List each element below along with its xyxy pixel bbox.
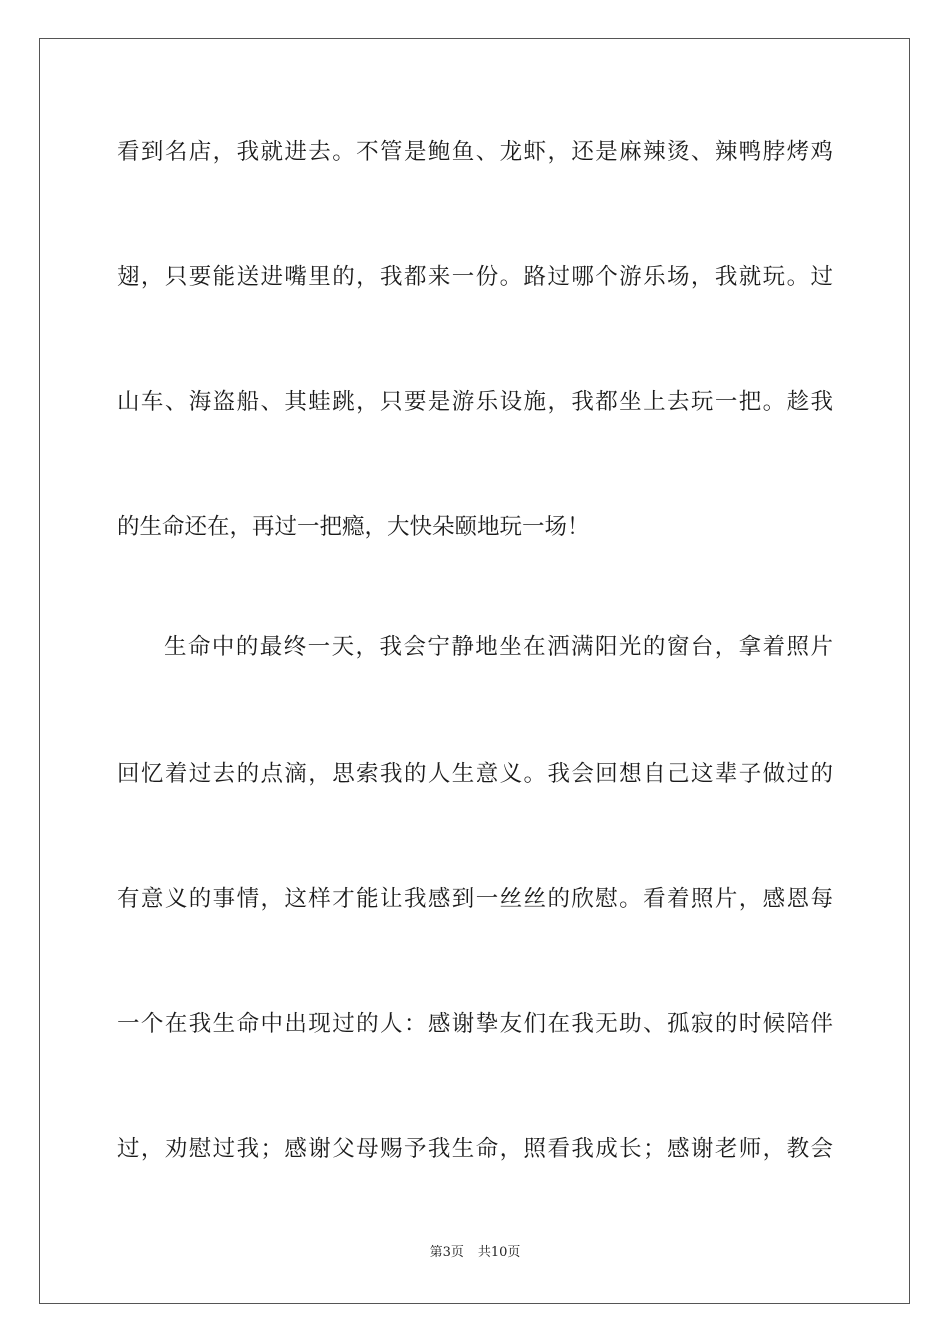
body-text-line-3: 山车、海盗船、其蛙跳，只要是游乐设施，我都坐上去玩一把。趁我 [117,389,833,415]
body-text-line-6: 回忆着过去的点滴，思索我的人生意义。我会回想自己这辈子做过的 [117,761,833,787]
body-text-line-1: 看到名店，我就进去。不管是鲍鱼、龙虾，还是麻辣烫、辣鸭脖烤鸡 [117,139,833,165]
body-text-line-8: 一个在我生命中出现过的人：感谢挚友们在我无助、孤寂的时候陪伴 [117,1011,833,1037]
page-number: 第3页 [429,1245,464,1260]
page-footer [0,1244,950,1262]
body-text-line-4: 的生命还在，再过一把瘾，大快朵颐地玩一场！ [117,514,590,540]
body-text-line-9: 过，劝慰过我；感谢父母赐予我生命，照看我成长；感谢老师，教会 [117,1136,833,1162]
body-text-line-5: 生命中的最终一天，我会宁静地坐在洒满阳光的窗台，拿着照片 [164,634,833,660]
body-text-line-2: 翅，只要能送进嘴里的，我都来一份。路过哪个游乐场，我就玩。过 [117,264,833,290]
page-total: 共10页 [477,1245,521,1260]
page-border [39,38,910,1304]
body-text-line-7: 有意义的事情，这样才能让我感到一丝丝的欣慰。看着照片，感恩每 [117,886,833,912]
